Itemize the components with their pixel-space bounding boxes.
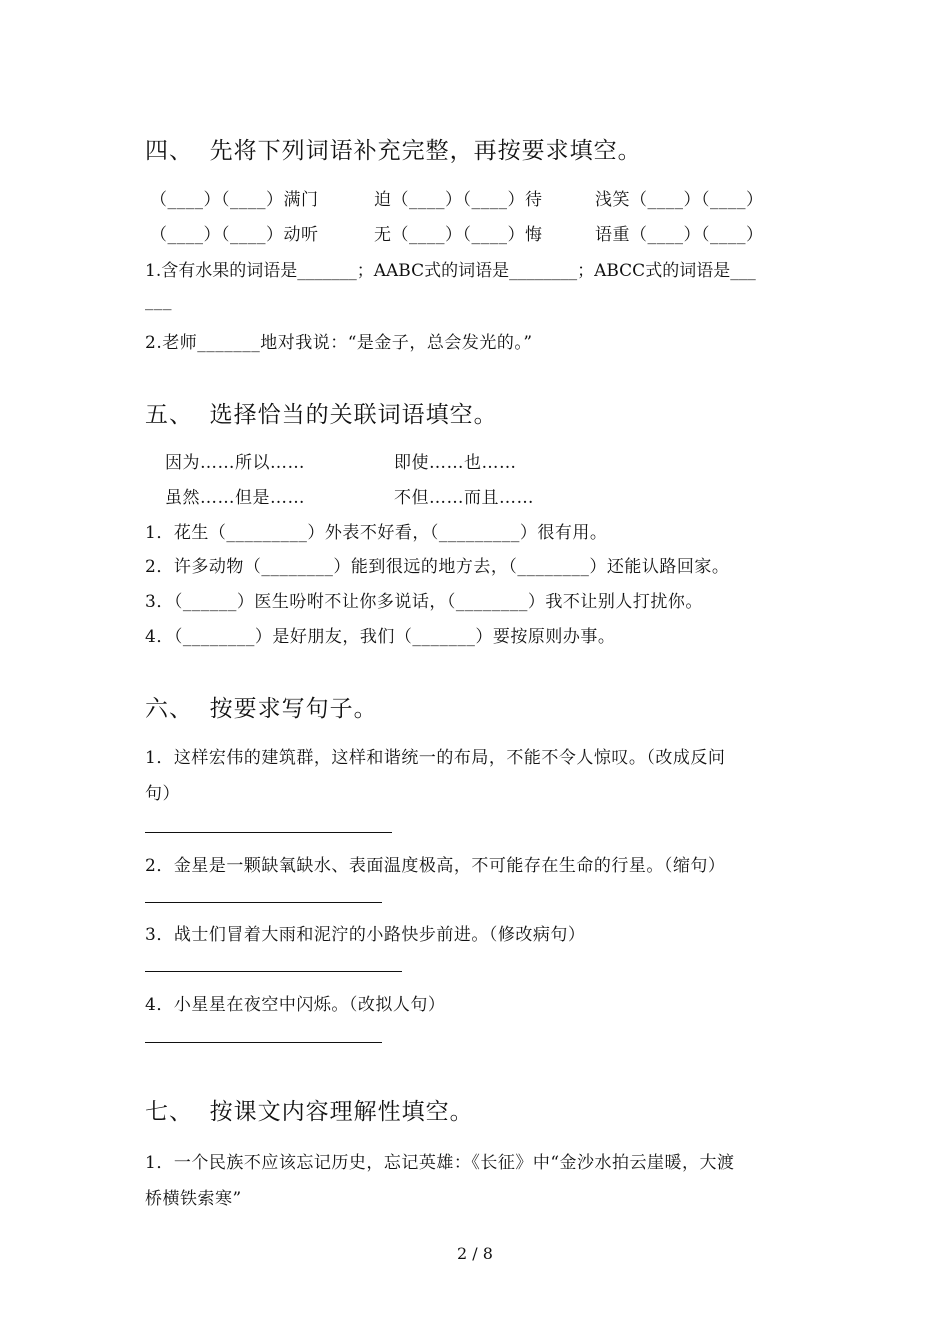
section-4-question-1-continued: ___ <box>145 291 172 311</box>
answer-line-4 <box>145 1042 382 1043</box>
section-5-item-3: 3．（______）医生吩咐不让你多说话，（________）我不让别人打扰你。 <box>145 592 703 612</box>
section-4-question-2: 2.老师_______地对我说：“是金子，总会发光的。” <box>145 333 533 353</box>
conjunction-option-2: 即使……也…… <box>394 453 517 473</box>
idiom-blank-4: （____）（____）动听 <box>150 225 319 245</box>
section-6-question-4: 4．小星星在夜空中闪烁。（改拟人句） <box>145 995 446 1015</box>
idiom-blank-2: 迫（____）（____）待 <box>374 190 543 210</box>
section-5-item-2: 2．许多动物（________）能到很远的地方去，（________）还能认路回家。 <box>145 557 730 577</box>
section-6-question-1-continued: 句） <box>145 784 180 804</box>
section-7-question-1: 1．一个民族不应该忘记历史，忘记英雄：《长征》中“金沙水拍云崖暖，大渡 <box>145 1153 735 1173</box>
idiom-blank-1: （____）（____）满门 <box>150 190 319 210</box>
section-7-title: 七、 按课文内容理解性填空。 <box>145 1099 474 1125</box>
conjunction-option-3: 虽然……但是…… <box>165 488 305 508</box>
answer-line-2 <box>145 902 382 903</box>
section-6-question-1: 1．这样宏伟的建筑群，这样和谐统一的布局，不能不令人惊叹。（改成反问 <box>145 748 726 768</box>
section-6-question-2: 2．金星是一颗缺氧缺水、表面温度极高，不可能存在生命的行星。（缩句） <box>145 856 726 876</box>
idiom-blank-6: 语重（____）（____） <box>595 225 764 245</box>
idiom-blank-3: 浅笑（____）（____） <box>595 190 764 210</box>
section-6-question-3: 3．战士们冒着大雨和泥泞的小路快步前进。（修改病句） <box>145 925 586 945</box>
idiom-blank-5: 无（____）（____）悔 <box>374 225 543 245</box>
section-5-item-4: 4．（________）是好朋友，我们（_______）要按原则办事。 <box>145 627 616 647</box>
conjunction-option-4: 不但……而且…… <box>394 488 534 508</box>
section-5-item-1: 1．花生（_________）外表不好看，（_________）很有用。 <box>145 523 608 543</box>
page-number: 2 / 8 <box>457 1244 493 1263</box>
section-4-question-1: 1.含有水果的词语是_______；AABC式的词语是________；ABCC式的词语是___ <box>145 261 756 281</box>
answer-line-3 <box>145 971 402 972</box>
section-4-title: 四、 先将下列词语补充完整，再按要求填空。 <box>145 138 642 164</box>
answer-line-1 <box>145 832 392 833</box>
section-7-question-1-continued: 桥横铁索寒” <box>145 1189 242 1209</box>
section-6-title: 六、 按要求写句子。 <box>145 696 378 722</box>
section-5-title: 五、 选择恰当的关联词语填空。 <box>145 402 498 428</box>
conjunction-option-1: 因为……所以…… <box>165 453 305 473</box>
